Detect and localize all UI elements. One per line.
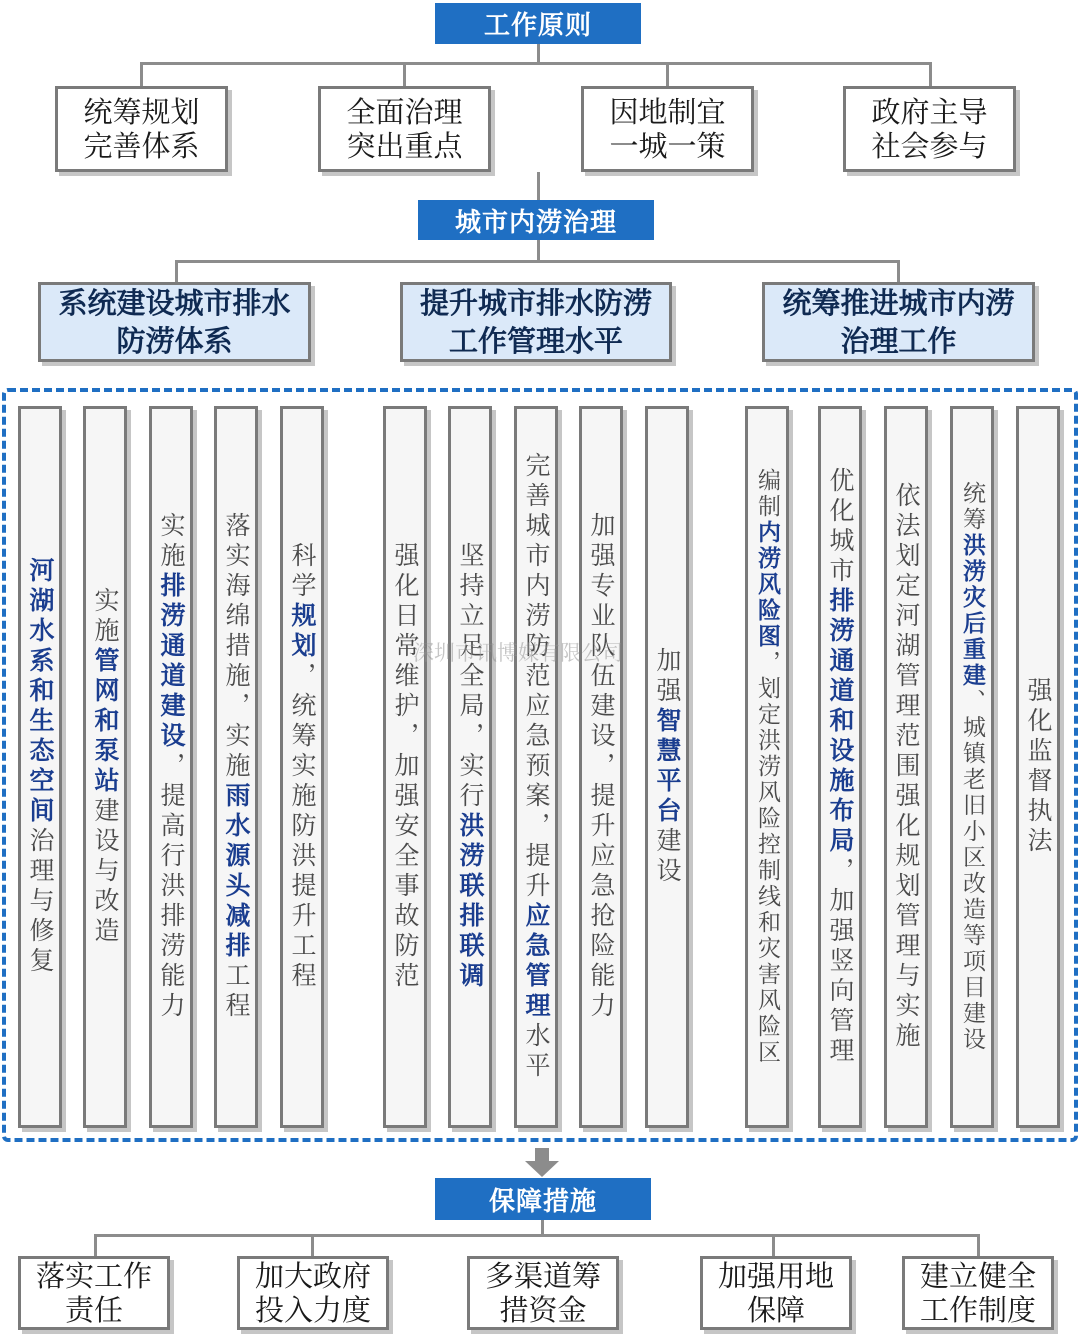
measure-segment: 水平 — [522, 1022, 551, 1082]
safeguard-box — [467, 1256, 619, 1330]
measure-column — [514, 406, 558, 1128]
category-line1: 统筹推进城市内涝 — [782, 286, 1015, 320]
measure-segment: 坚持立足全局，实行 — [456, 542, 485, 812]
safeguard-line1: 加强用地 — [717, 1259, 834, 1293]
measure-segment: 加强专业队伍建设，提升应急抢险能力 — [587, 512, 616, 1022]
measure-segment: 落实海绵措施，实施 — [222, 512, 251, 782]
principle-line2: 完善体系 — [83, 129, 200, 163]
measure-highlight: 应急管理 — [522, 902, 551, 1022]
principle-box — [55, 86, 228, 172]
measure-segment: ，加强竖向管理 — [826, 857, 855, 1067]
safeguard-line1: 建立健全 — [919, 1259, 1036, 1293]
safeguard-line2: 责任 — [64, 1293, 123, 1327]
connector — [929, 62, 932, 86]
connector — [897, 260, 900, 282]
category-line1: 提升城市排水防涝 — [419, 286, 652, 320]
safeguard-line1: 加大政府 — [254, 1259, 371, 1293]
measure-highlight: 河湖水系和生态空间 — [26, 557, 55, 827]
connector — [140, 62, 932, 65]
measure-segment: 建设 — [653, 827, 682, 887]
safeguard-line1: 落实工作 — [35, 1259, 152, 1293]
measure-segment: 编制 — [754, 468, 780, 520]
safeguards-title: 保障措施 — [435, 1178, 651, 1220]
measure-text — [522, 452, 550, 1082]
principle-box — [318, 86, 491, 172]
safeguard-box — [237, 1256, 389, 1330]
category-line1: 系统建设城市排水 — [58, 286, 291, 320]
measure-text — [826, 467, 854, 1067]
connector — [140, 62, 143, 86]
connector — [311, 1234, 314, 1256]
measure-segment: 完善城市内涝防范应急预案，提升 — [522, 452, 551, 902]
measure-column — [579, 406, 623, 1128]
principle-line1: 政府主导 — [871, 95, 988, 129]
measure-text — [753, 468, 781, 1066]
measure-segment: 建设与改造 — [91, 797, 120, 947]
measure-segment: 统筹 — [959, 481, 985, 533]
measure-text — [26, 557, 54, 977]
connector — [175, 260, 899, 263]
measure-highlight: 排涝通道和设施布局 — [826, 587, 855, 857]
connector — [94, 1234, 97, 1256]
measure-text — [587, 512, 615, 1022]
safeguard-line2: 措资金 — [499, 1293, 587, 1327]
measure-text — [91, 587, 119, 947]
measure-segment: 科学 — [288, 542, 317, 602]
measure-column — [818, 406, 862, 1128]
category-box — [400, 282, 672, 362]
safeguard-line1: 多渠道筹 — [484, 1259, 601, 1293]
measure-text — [391, 542, 419, 992]
down-arrow-icon — [523, 1148, 561, 1178]
measure-text — [288, 542, 316, 992]
measure-column — [645, 406, 689, 1128]
measure-segment: 实施 — [91, 587, 120, 647]
principle-box — [581, 86, 754, 172]
principle-line2: 社会参与 — [871, 129, 988, 163]
measure-segment: 优化城市 — [826, 467, 855, 587]
connector — [772, 1234, 775, 1256]
category-box — [762, 282, 1035, 362]
measure-highlight: 洪涝联排联调 — [456, 812, 485, 992]
measure-highlight: 雨水源头减排 — [222, 782, 251, 962]
connector — [977, 1234, 980, 1256]
connector — [537, 172, 540, 200]
safeguard-box — [18, 1256, 170, 1330]
measure-column — [745, 406, 789, 1128]
connector — [94, 1234, 980, 1237]
measure-text — [653, 647, 681, 887]
measure-text — [892, 482, 920, 1052]
measure-text — [157, 512, 185, 1022]
measure-highlight: 排涝通道建设 — [157, 572, 186, 752]
measure-segment: 依法划定河湖管理范围强化规划管理与实施 — [892, 482, 921, 1052]
measure-segment: ，统筹实施防洪提升工程 — [288, 662, 317, 992]
principle-line1: 因地制宜 — [609, 95, 726, 129]
principle-box — [843, 86, 1016, 172]
measure-segment: 治理与修复 — [26, 827, 55, 977]
measure-highlight: 智慧平台 — [653, 707, 682, 827]
category-line2: 防涝体系 — [116, 324, 233, 358]
measure-highlight: 内涝风险图 — [754, 520, 780, 650]
measure-highlight: 管网和泵站 — [91, 647, 120, 797]
measure-segment: 加强 — [653, 647, 682, 707]
measure-column — [950, 406, 994, 1128]
measure-column — [383, 406, 427, 1128]
connector — [666, 62, 669, 86]
governance-title: 城市内涝治理 — [418, 200, 654, 240]
measure-column — [149, 406, 193, 1128]
principle-line1: 全面治理 — [346, 95, 463, 129]
measure-column — [214, 406, 258, 1128]
connector — [403, 62, 406, 86]
safeguard-line2: 保障 — [746, 1293, 805, 1327]
measure-highlight: 洪涝灾后重建 — [959, 533, 985, 689]
category-box — [38, 282, 311, 362]
measure-column — [884, 406, 928, 1128]
safeguard-line2: 投入力度 — [254, 1293, 371, 1327]
measure-segment: 强化日常维护，加强安全事故防范 — [391, 542, 420, 992]
measure-segment: ，划定洪涝风险控制线和灾害风险区 — [754, 650, 780, 1066]
safeguard-line2: 工作制度 — [919, 1293, 1036, 1327]
measure-segment: 工程 — [222, 962, 251, 1022]
principle-line2: 突出重点 — [346, 129, 463, 163]
principles-title: 工作原则 — [435, 3, 641, 44]
measure-segment: 实施 — [157, 512, 186, 572]
measure-segment: 、城镇老旧小区改造等项目建设 — [959, 689, 985, 1053]
measure-text — [1024, 677, 1052, 857]
connector — [537, 44, 540, 64]
safeguard-box — [700, 1256, 852, 1330]
measure-highlight: 规划 — [288, 602, 317, 662]
principle-line2: 一城一策 — [609, 129, 726, 163]
connector — [537, 240, 540, 262]
safeguard-box — [902, 1256, 1054, 1330]
connector — [175, 260, 178, 282]
category-line2: 工作管理水平 — [448, 324, 623, 358]
watermark: 深圳市讯博媒有限公司 — [413, 641, 623, 665]
measure-column — [448, 406, 492, 1128]
measure-text — [222, 512, 250, 1022]
measure-column — [18, 406, 62, 1128]
measure-column — [280, 406, 324, 1128]
principle-line1: 统筹规划 — [83, 95, 200, 129]
category-line2: 治理工作 — [840, 324, 957, 358]
measure-column — [1016, 406, 1060, 1128]
measure-text — [958, 481, 986, 1053]
measure-text — [456, 542, 484, 992]
measure-column — [83, 406, 127, 1128]
measure-segment: ，提高行洪排涝能力 — [157, 752, 186, 1022]
measure-segment: 强化监督执法 — [1024, 677, 1053, 857]
